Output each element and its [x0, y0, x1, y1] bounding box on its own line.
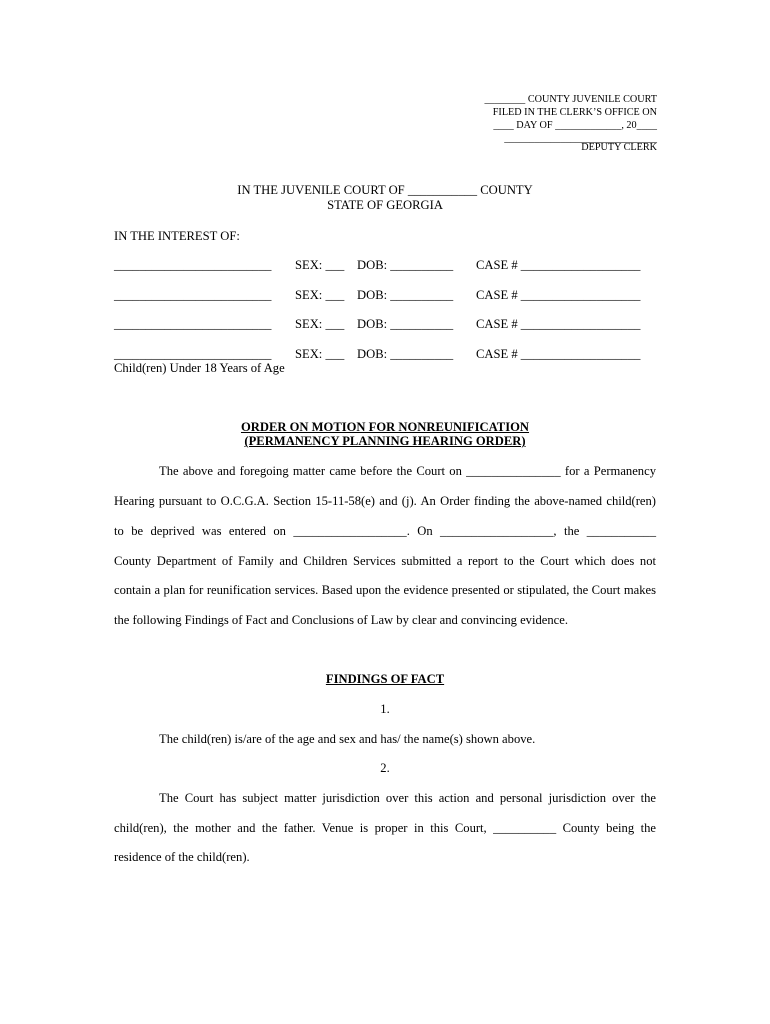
paragraph-line: to be deprived was entered on __________________. On __________________, the ___________: [114, 524, 656, 538]
child-name-field[interactable]: _________________________: [114, 347, 272, 361]
child-name-field[interactable]: _________________________: [114, 317, 272, 331]
findings-heading: FINDINGS OF FACT: [325, 672, 445, 686]
child-case-field[interactable]: CASE # ___________________: [476, 347, 641, 361]
child-name-field[interactable]: _________________________: [114, 288, 272, 302]
child-case-field[interactable]: CASE # ___________________: [476, 317, 641, 331]
court-name: IN THE JUVENILE COURT OF ___________ COUNTY: [237, 183, 533, 197]
child-name-field[interactable]: _________________________: [114, 258, 272, 272]
paragraph-line: Hearing pursuant to O.C.G.A. Section 15-11-58(e) and (j). An Order finding the above-named child(ren): [114, 494, 656, 508]
paragraph-line: contain a plan for reunification services. Based upon the evidence presented or stipulated, the Court makes: [114, 583, 656, 597]
child-dob-field[interactable]: DOB: __________: [357, 288, 454, 302]
child-case-field[interactable]: CASE # ___________________: [476, 258, 641, 272]
child-sex-field[interactable]: SEX: ___: [295, 258, 345, 272]
child-sex-field[interactable]: SEX: ___: [295, 347, 345, 361]
finding-number: 2.: [380, 761, 390, 775]
child-sex-field[interactable]: SEX: ___: [295, 288, 345, 302]
children-caption: Child(ren) Under 18 Years of Age: [114, 361, 285, 375]
stamp-signature-line: ______________________________: [504, 133, 657, 144]
child-sex-field[interactable]: SEX: ___: [295, 317, 345, 331]
court-state: STATE OF GEORGIA: [327, 198, 443, 212]
paragraph-line: County Department of Family and Children Services submitted a report to the Court which does not: [114, 554, 656, 568]
stamp-deputy-clerk: DEPUTY CLERK: [581, 142, 657, 153]
finding-number: 1.: [380, 702, 390, 716]
stamp-county-line: ________ COUNTY JUVENILE COURT: [484, 94, 657, 105]
finding-text: The child(ren) is/are of the age and sex and has/ the name(s) shown above.: [159, 732, 536, 746]
paragraph-line: the following Findings of Fact and Conclusions of Law by clear and convincing evidence.: [114, 613, 568, 627]
order-subtitle: (PERMANENCY PLANNING HEARING ORDER): [244, 434, 526, 448]
paragraph-line: The Court has subject matter jurisdiction over this action and personal jurisdiction over the: [159, 791, 656, 805]
stamp-date-line: ____ DAY OF _____________, 20____: [493, 120, 657, 131]
paragraph-line: residence of the child(ren).: [114, 850, 250, 864]
child-dob-field[interactable]: DOB: __________: [357, 258, 454, 272]
paragraph-line: The above and foregoing matter came before the Court on _______________ for a Permanency: [159, 464, 656, 478]
stamp-filed-line: FILED IN THE CLERK’S OFFICE ON: [492, 107, 657, 118]
order-title: ORDER ON MOTION FOR NONREUNIFICATION: [240, 420, 530, 434]
child-dob-field[interactable]: DOB: __________: [357, 317, 454, 331]
child-dob-field[interactable]: DOB: __________: [357, 347, 454, 361]
interest-label: IN THE INTEREST OF:: [114, 229, 240, 243]
child-case-field[interactable]: CASE # ___________________: [476, 288, 641, 302]
paragraph-line: child(ren), the mother and the father. Venue is proper in this Court, __________ County being the: [114, 821, 656, 835]
